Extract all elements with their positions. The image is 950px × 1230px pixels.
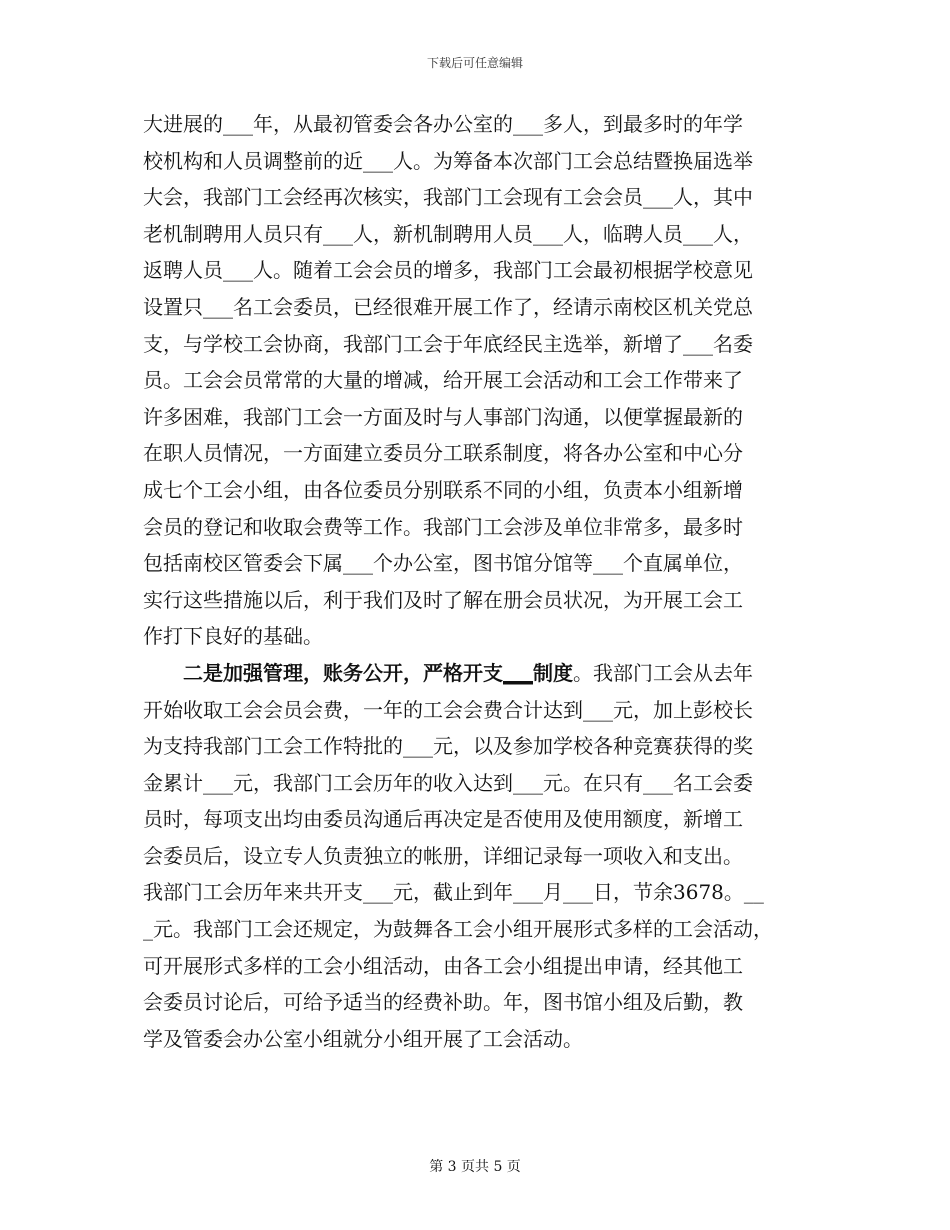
text-run: 。我部门工会从去年 [573,660,753,685]
text-line: 老机制聘用人员只有___人，新机制聘用人员___人，临聘人员___人， [143,221,753,246]
paragraph-1 [143,106,813,655]
text-line: 会员的登记和收取会费等工作。我部门工会涉及单位非常多，最多时 [143,514,743,539]
text-line: 金累计___元，我部门工会历年的收入达到___元。在只有___名工会委 [143,770,753,795]
document-body [143,106,813,1057]
section-heading: 二是加强管理，账务公开，严格开支 [183,660,503,685]
text-line: 学及管委会办公室小组就分小组开展了工会活动。 [143,1026,583,1051]
text-line: 为支持我部门工会工作特批的___元，以及参加学校各种竞赛获得的奖 [143,734,753,759]
text-line: 许多困难，我部门工会一方面及时与人事部门沟通，以便掌握最新的 [143,404,743,429]
text-line: 可开展形式多样的工会小组活动，由各工会小组提出申请，经其他工 [143,953,743,978]
text-line: 会委员讨论后，可给予适当的经费补助。年，图书馆小组及后勤，教 [143,990,743,1015]
text-line: 在职人员情况，一方面建立委员分工联系制度，将各办公室和中心分 [143,441,743,466]
text-line: 作打下良好的基础。 [143,624,323,649]
text-line: 开始收取工会会员会费，一年的工会会费合计达到___元，加上彭校长 [143,697,753,722]
text-line: _元。我部门工会还规定，为鼓舞各工会小组开展形式多样的工会活动， [143,917,773,942]
text-line: 会委员后，设立专人负责独立的帐册，详细记录每一项收入和支出。 [143,843,743,868]
text-line: 员。工会会员常常的大量的增减，给开展工会活动和工会工作带来了 [143,368,743,393]
section-heading-end: 制度 [533,660,573,685]
text-line: 支，与学校工会协商，我部门工会于年底经民主选举，新增了___名委 [143,331,753,356]
page-header: 下载后可任意编辑 [426,56,523,70]
paragraph-2 [143,655,813,1058]
section-heading-blank: ___ [503,660,533,685]
text-line: 包括南校区管委会下属___个办公室，图书馆分馆等___个直属单位， [143,551,743,576]
text-line: 校机构和人员调整前的近___人。为筹备本次部门工会总结暨换届选举 [143,148,753,173]
paragraph-2-first-line [143,655,813,692]
text-line: 实行这些措施以后，利于我们及时了解在册会员状况，为开展工会工 [143,587,743,612]
text-line: 返聘人员___人。随着工会会员的增多，我部门工会最初根据学校意见 [143,258,753,283]
text-line: 大会，我部门工会经再次核实，我部门工会现有工会会员___人，其中 [143,185,753,210]
text-line: 员时，每项支出均由委员沟通后再决定是否使用及使用额度，新增工 [143,807,743,832]
text-line: 我部门工会历年来共开支___元，截止到年___月___日，节余3678。__ [143,880,764,905]
text-line: 成七个工会小组，由各位委员分别联系不同的小组，负责本小组新增 [143,477,743,502]
page-footer: 第 3 页共 5 页 [429,1159,521,1175]
text-line: 大进展的___年，从最初管委会各办公室的___多人，到最多时的年学 [143,112,743,136]
text-line: 设置只___名工会委员，已经很难开展工作了，经请示南校区机关党总 [143,294,753,319]
